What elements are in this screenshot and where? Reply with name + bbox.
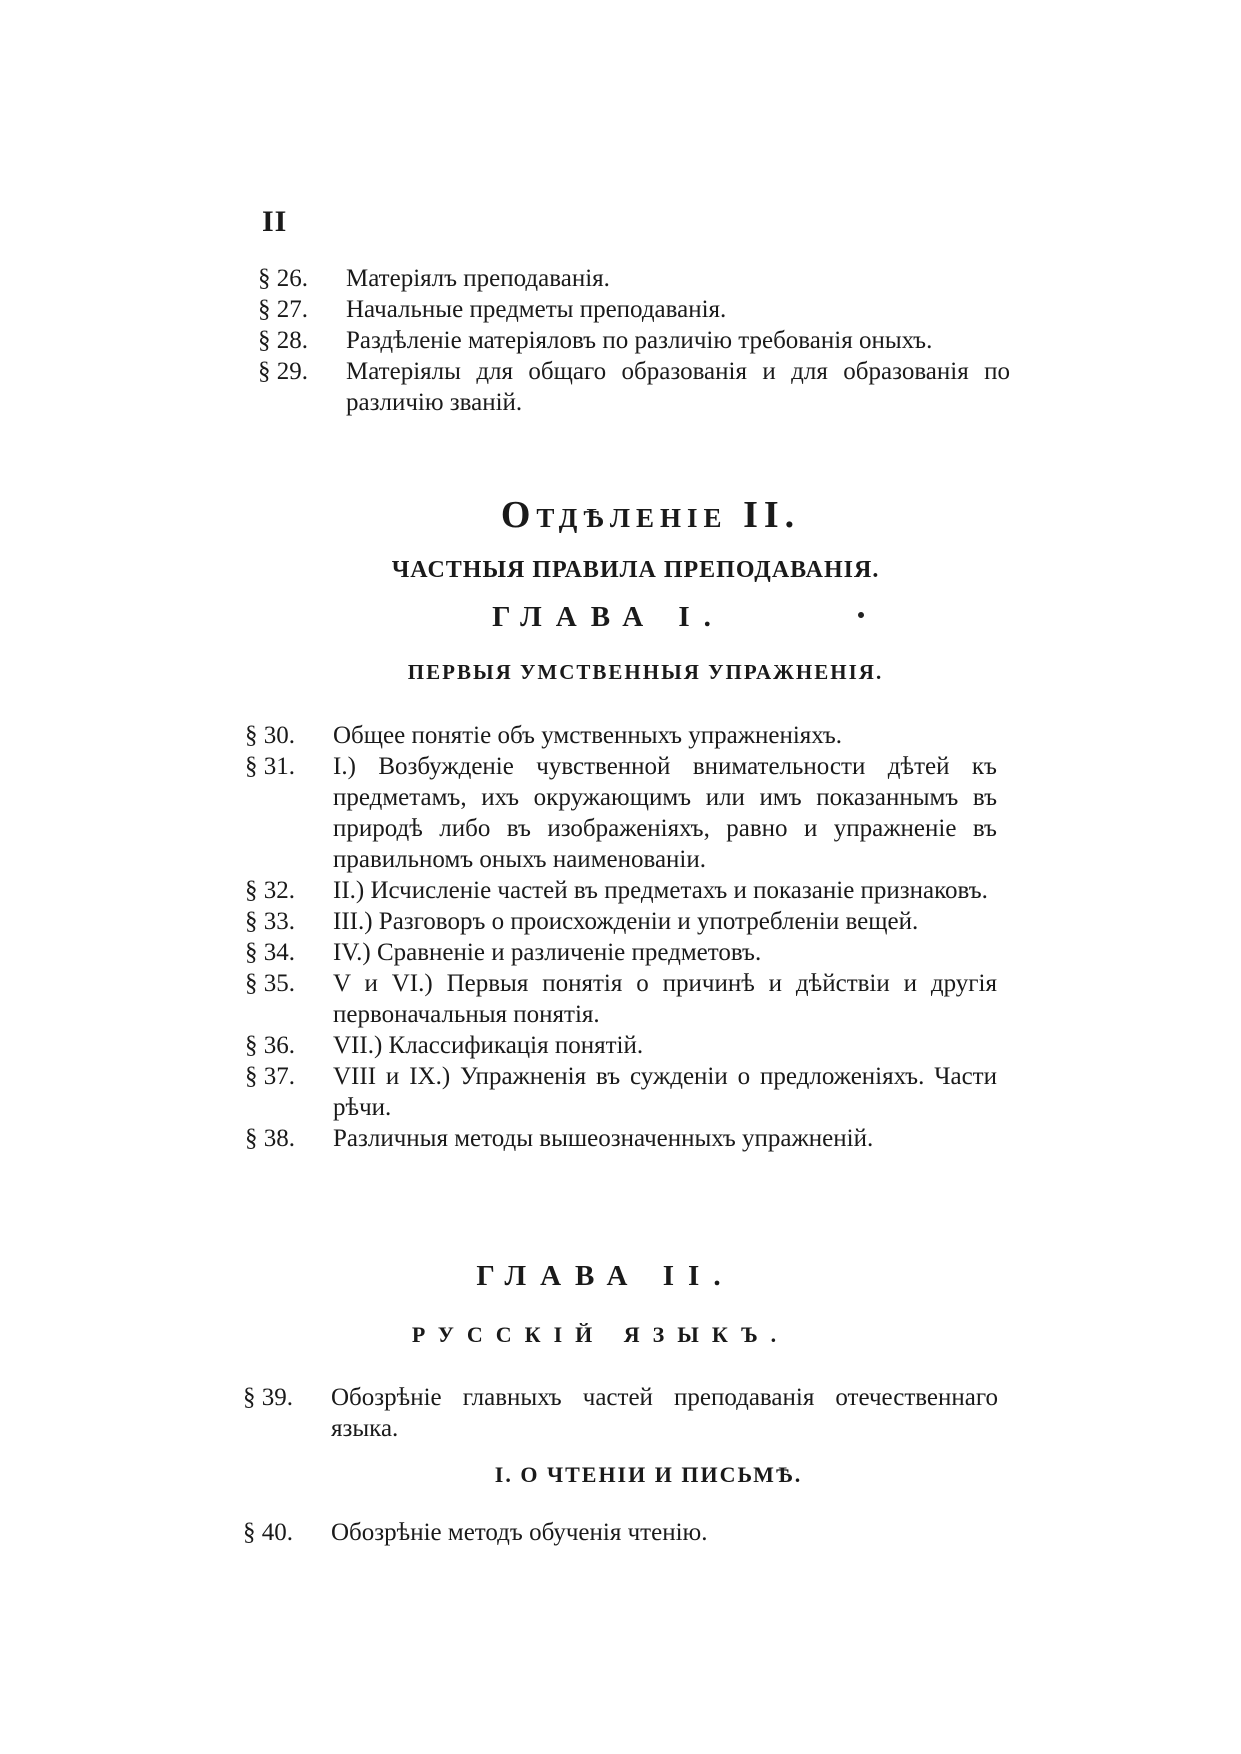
toc-entry <box>258 263 1010 294</box>
section-number: § 26. <box>258 265 308 292</box>
entry-text: V и VI.) Первыя понятія о причинѣ и дѣйствіи и другія первоначальныя понятія. <box>333 970 997 1028</box>
entry-text: VII.) Классификація понятій. <box>333 1032 644 1059</box>
section-number: § 34. <box>245 939 295 966</box>
toc-entry <box>243 1517 843 1548</box>
entry-text: Раздѣленіе матеріяловъ по различію требованія оныхъ. <box>346 327 933 354</box>
entry-text: IV.) Сравненіе и различеніе предметовъ. <box>333 939 762 966</box>
page-number: II <box>262 205 288 238</box>
toc-entry <box>243 1382 998 1444</box>
chapter-2-title: ГЛАВА II. <box>476 1260 735 1292</box>
toc-entry <box>245 1061 997 1123</box>
section-number: § 30. <box>245 722 295 749</box>
toc-entry <box>258 294 1010 325</box>
section-subtitle: ЧАСТНЫЯ ПРАВИЛА ПРЕПОДАВАНІЯ. <box>391 557 880 583</box>
section-number: § 29. <box>258 358 308 385</box>
toc-entry <box>245 875 997 906</box>
entry-text: Различныя методы вышеозначенныхъ упражненій. <box>333 1125 874 1152</box>
toc-entry <box>245 968 997 1030</box>
section-number: § 40. <box>243 1519 293 1546</box>
toc-entry <box>245 906 997 937</box>
section-number: § 33. <box>245 908 295 935</box>
section-number: § 28. <box>258 327 308 354</box>
entry-text: III.) Разговоръ о происхожденіи и употребленіи вещей. <box>333 908 919 935</box>
toc-entries-part-1 <box>243 1517 843 1548</box>
entry-text: II.) Исчисленіе частей въ предметахъ и показаніе признаковъ. <box>333 877 988 904</box>
entry-text: Обозрѣніе главныхъ частей преподаванія отечественнаго языка. <box>331 1384 998 1442</box>
section-number: § 31. <box>245 753 295 780</box>
toc-entry <box>245 1123 997 1154</box>
toc-entry <box>245 937 997 968</box>
chapter-1-title: ГЛАВА I. <box>492 601 725 633</box>
entry-text: Обозрѣніе методъ обученія чтенію. <box>331 1519 708 1546</box>
toc-entry <box>245 1030 997 1061</box>
toc-entry <box>245 720 997 751</box>
entry-text: Общее понятіе объ умственныхъ упражненіяхъ. <box>333 722 843 749</box>
chapter-1-subtitle: ПЕРВЫЯ УМСТВЕННЫЯ УПРАЖНЕНІЯ. <box>407 660 884 684</box>
section-number: § 36. <box>245 1032 295 1059</box>
section-number: § 37. <box>245 1063 295 1090</box>
toc-entries-chapter-2 <box>243 1382 998 1444</box>
section-number: § 32. <box>245 877 295 904</box>
section-title: Отдѣленіе II. <box>500 494 801 536</box>
part-1-title: I. О ЧТЕНІИ И ПИСЬМѢ. <box>494 1462 803 1487</box>
section-number: § 39. <box>243 1384 293 1411</box>
chapter-2-subtitle: РУССКІЙ ЯЗЫКЪ. <box>411 1322 790 1347</box>
section-number: § 35. <box>245 970 295 997</box>
entry-text: VIII и IX.) Упражненія въ сужденіи о предложеніяхъ. Части рѣчи. <box>333 1063 997 1121</box>
toc-entries-chapter-1 <box>245 720 997 1154</box>
toc-entry <box>258 325 1010 356</box>
section-number: § 38. <box>245 1125 295 1152</box>
toc-entries-section-1 <box>258 263 1010 418</box>
entry-text: I.) Возбужденіе чувственной внимательности дѣтей къ предметамъ, ихъ окружающимъ или имъ показаннымъ въ природѣ либо въ изображеніяхъ, равно и упражненіе въ правильномъ оныхъ наименованіи. <box>333 753 997 873</box>
entry-text: Матеріялъ преподаванія. <box>346 265 610 292</box>
toc-entry <box>245 751 997 875</box>
toc-entry <box>258 356 1010 418</box>
entry-text: Начальные предметы преподаванія. <box>346 296 727 323</box>
section-number: § 27. <box>258 296 308 323</box>
entry-text: Матеріялы для общаго образованія и для образованія по различію званій. <box>346 358 1010 416</box>
